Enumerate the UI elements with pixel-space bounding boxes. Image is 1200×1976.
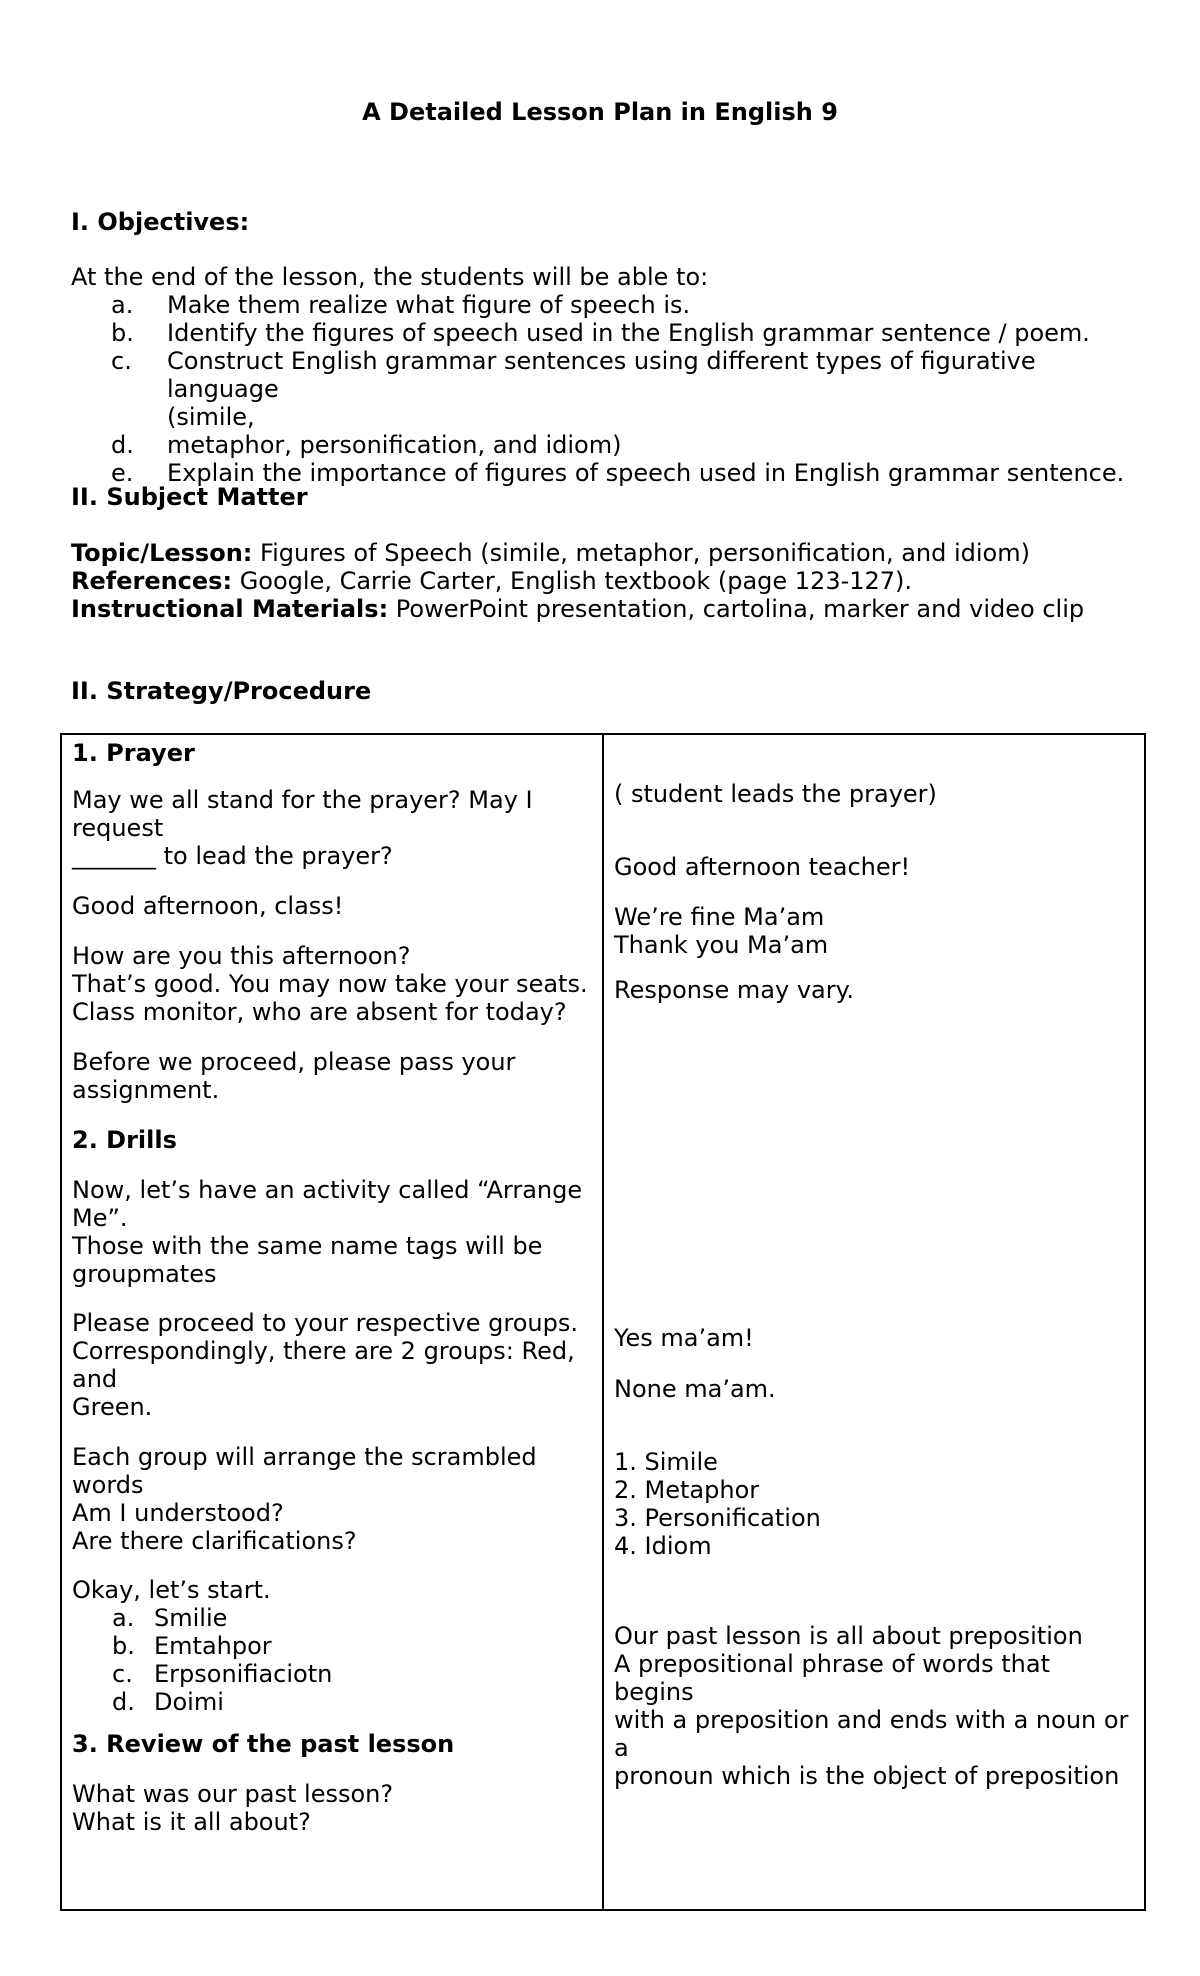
procedure-table [60,733,1146,1911]
student-answers [614,1448,1134,1560]
topic-row: Topic/Lesson: Figures of Speech (simile, metaphor, personification, and idiom) [71,539,1030,567]
strategy-heading: II. Strategy/Procedure [71,677,372,705]
teacher-before: Before we proceed, please pass your assignment. [72,1048,516,1104]
prayer-heading: 1. Prayer [72,739,195,767]
teacher-how: How are you this afternoon? That’s good. You may now take your seats. Class monitor, who are absent for today? [72,942,588,1026]
scrambled-list [72,1604,592,1716]
list-item: (simile, [167,403,255,431]
teacher-review: What was our past lesson? What is it all about? [72,1780,394,1836]
list-item: 1. Simile [614,1448,718,1476]
subject-matter-info [71,539,1151,623]
list-item: c. Erpsonifiaciotn [112,1660,333,1688]
page-title: A Detailed Lesson Plan in English 9 [362,98,838,126]
student-prayer: ( student leads the prayer) [614,780,937,808]
list-item: a. Make them realize what figure of speech is. [111,291,691,319]
teacher-proceed: Please proceed to your respective groups. Correspondingly, there are 2 groups: Red, and Green. [72,1309,578,1421]
student-fine: We’re fine Ma’am Thank you Ma’am [614,903,829,959]
list-item: e. Explain the importance of figures of speech used in English grammar sentence. [111,459,1125,487]
materials-row: Instructional Materials: PowerPoint presentation, cartolina, marker and video clip [71,595,1085,623]
teacher-drills: Now, let’s have an activity called “Arrange Me”. Those with the same name tags will be groupmates [72,1176,583,1288]
list-item: 3. Personification [614,1504,821,1532]
student-column [603,734,1145,1910]
student-greeting: Good afternoon teacher! [614,853,911,881]
list-item: b. Identify the figures of speech used in the English grammar sentence / poem. [111,319,1090,347]
objectives-list [71,291,1141,487]
teacher-each: Each group will arrange the scrambled words Am I understood? Are there clarifications? [72,1443,537,1555]
student-none: None ma’am. [614,1375,776,1403]
list-item: 2. Metaphor [614,1476,760,1504]
review-heading: 3. Review of the past lesson [72,1730,455,1758]
student-yes: Yes ma’am! [614,1324,754,1352]
list-item: b. Emtahpor [112,1632,272,1660]
objectives-heading: I. Objectives: [71,208,250,236]
drills-heading: 2. Drills [72,1126,177,1154]
list-item: d. metaphor, personification, and idiom) [111,431,622,459]
teacher-greeting: Good afternoon, class! [72,892,344,920]
references-row: References: Google, Carrie Carter, English textbook (page 123-127). [71,567,913,595]
student-response: Response may vary. [614,976,854,1004]
teacher-column [61,734,603,1910]
objectives-intro: At the end of the lesson, the students will be able to: [71,263,709,291]
list-item: d. Doimi [112,1688,224,1716]
teacher-start: Okay, let’s start. [72,1576,271,1604]
subject-matter-heading: II. Subject Matter [71,483,308,511]
list-item: c. Construct English grammar sentences using different types of figurative language [111,347,1036,403]
teacher-prayer: May we all stand for the prayer? May I request _______ to lead the prayer? [72,786,533,870]
student-past: Our past lesson is all about preposition A prepositional phrase of words that begins with a preposition and ends with a noun or a pronoun which is the object of preposition [614,1622,1129,1790]
list-item: a. Smilie [112,1604,228,1632]
list-item: 4. Idiom [614,1532,712,1560]
